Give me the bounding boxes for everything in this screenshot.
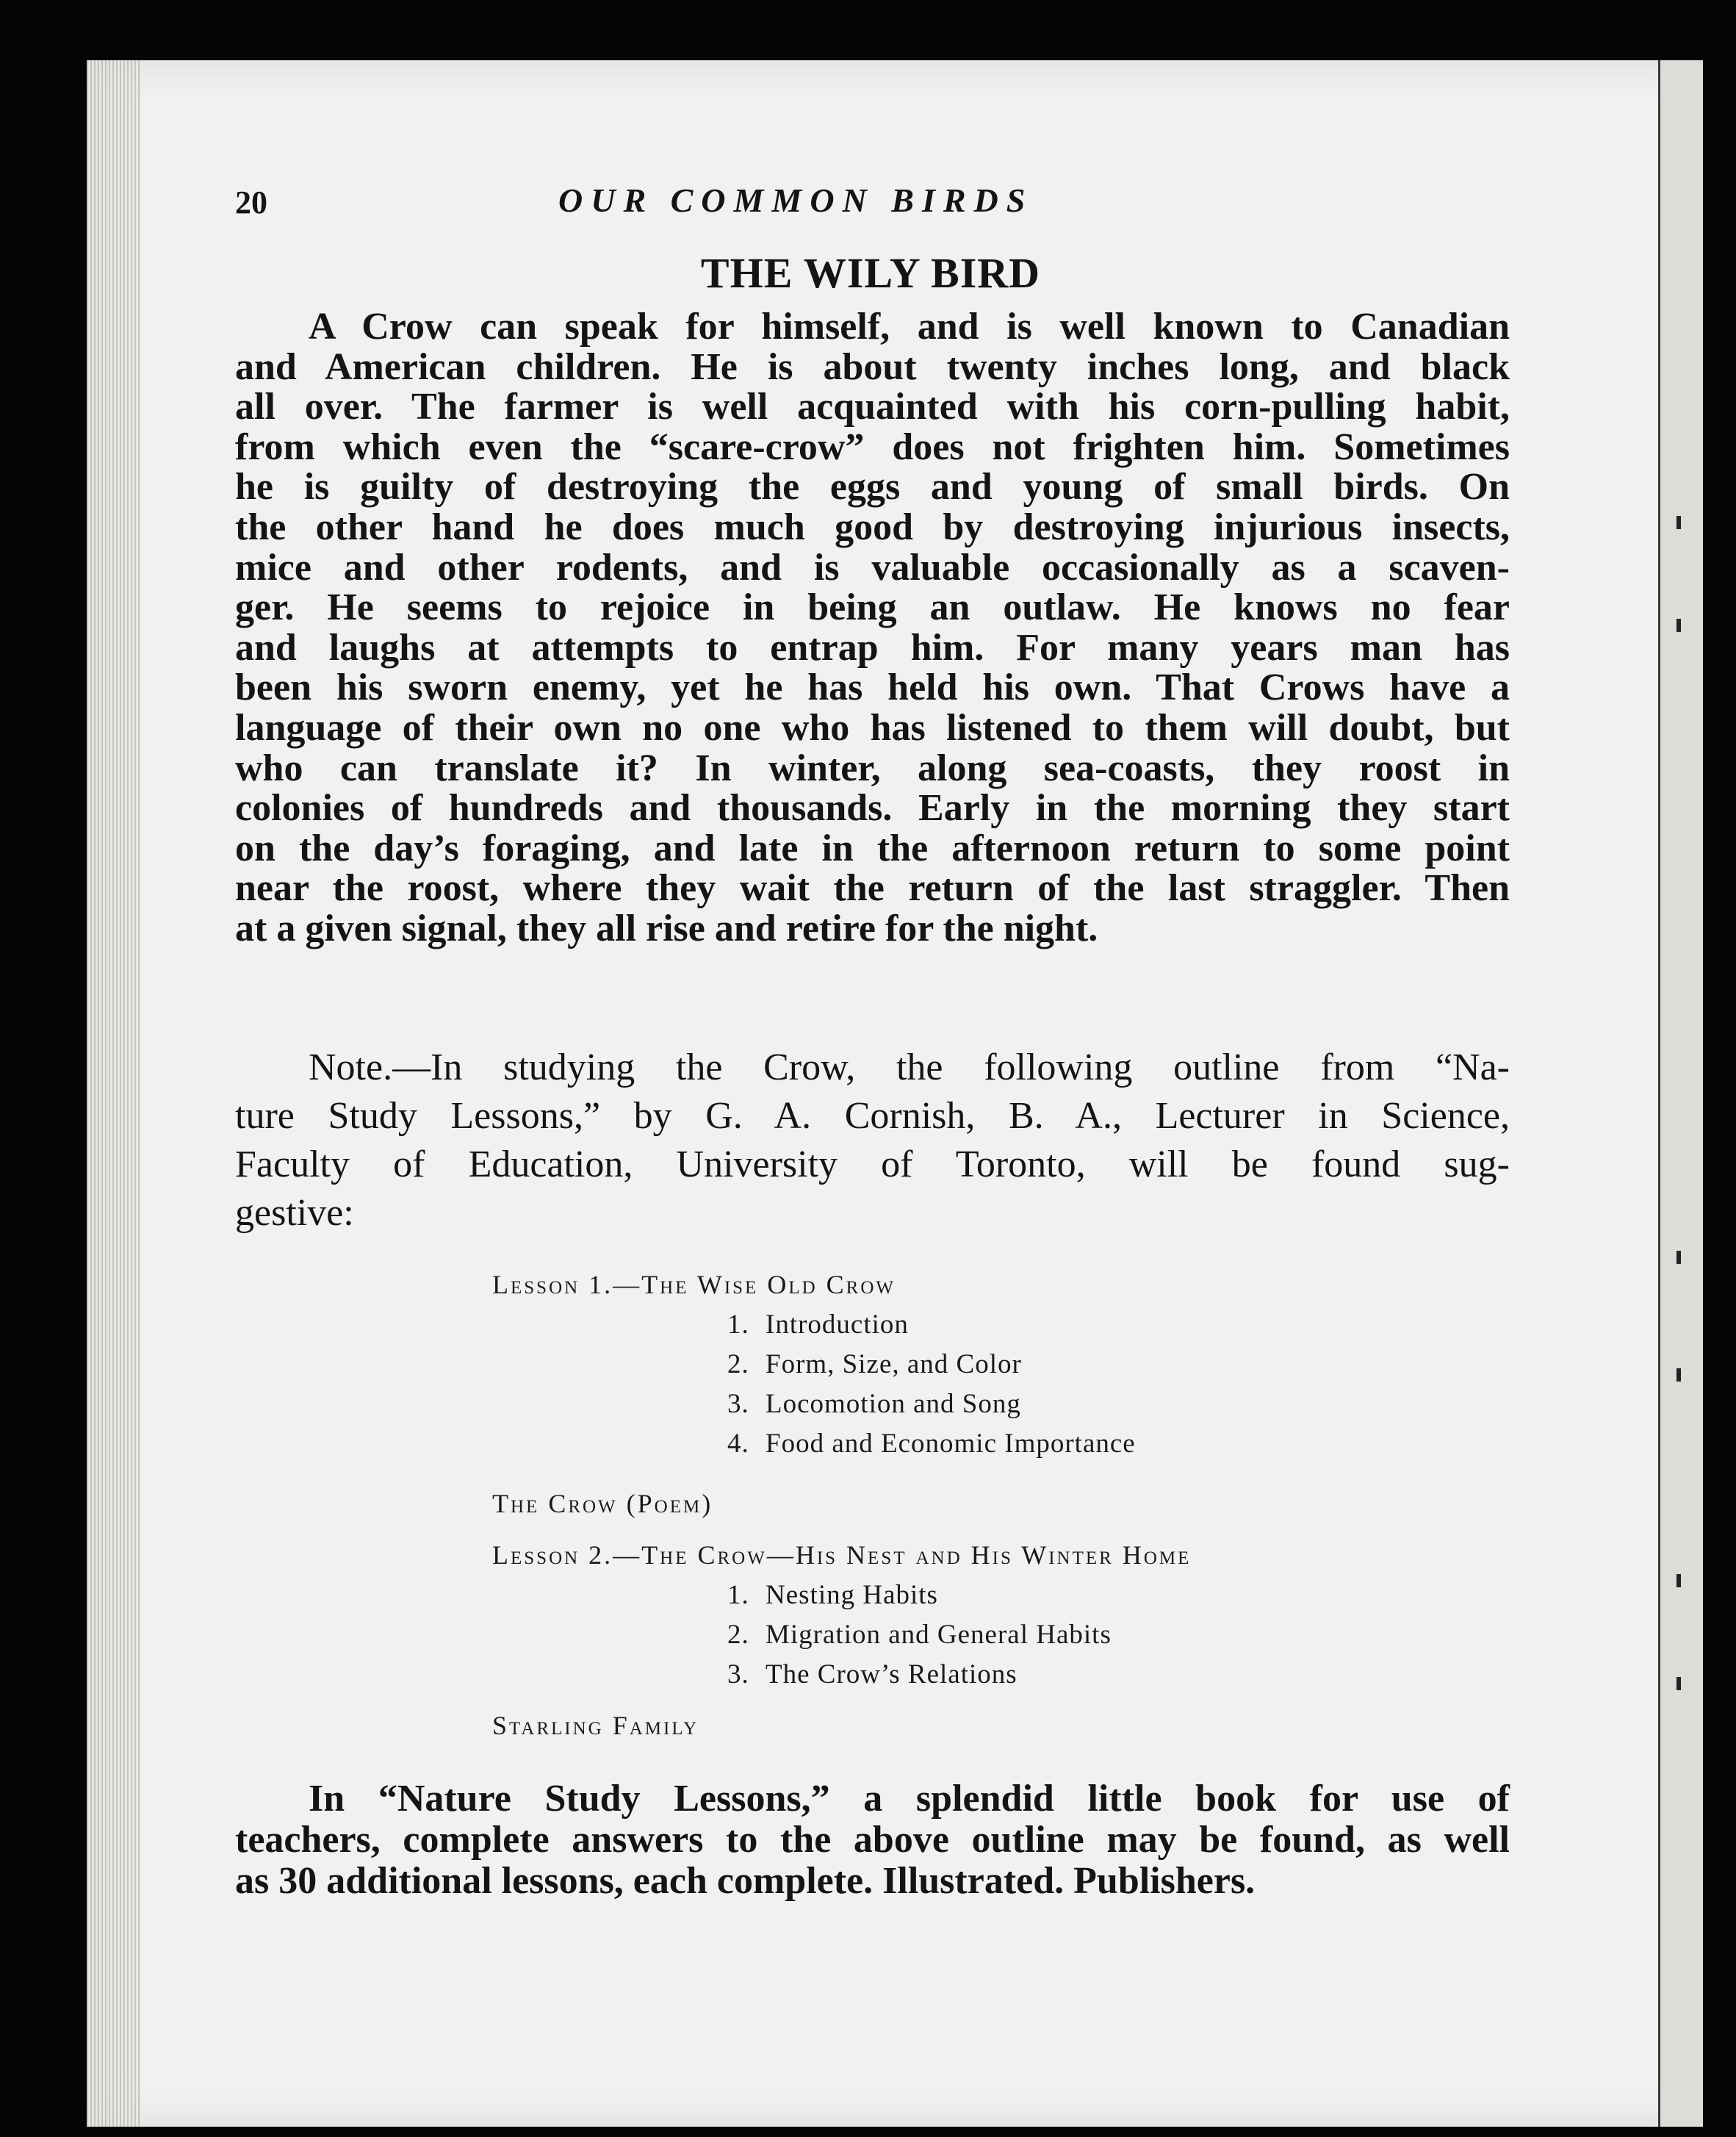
lesson-heading: Lesson 1.—The Wise Old Crow	[492, 1270, 896, 1299]
text-line: the other hand he does much good by destroying injurious insects,	[235, 506, 1510, 548]
edge-mark	[1676, 1251, 1681, 1264]
lesson-items	[727, 1576, 1506, 1695]
text-line: colonies of hundreds and thousands. Early in the morning they start	[235, 787, 1510, 830]
item-number: 4.	[727, 1429, 749, 1459]
list-item	[727, 1424, 1506, 1464]
lesson-outline	[492, 1264, 1506, 1746]
text-line: ger. He seems to rejoice in being an outlaw. He knows no fear	[235, 586, 1510, 629]
item-number: 3.	[727, 1659, 749, 1689]
text-line: at a given signal, they all rise and retire for the night.	[235, 907, 1098, 949]
text-line: Note.—In studying the Crow, the following outline from “Na-	[309, 1046, 1510, 1088]
item-text: Introduction	[766, 1310, 909, 1340]
edge-mark	[1676, 1677, 1681, 1690]
family-heading: Starling Family	[492, 1711, 699, 1740]
edge-mark	[1676, 516, 1681, 529]
closing-paragraph	[235, 1778, 1510, 1902]
item-text: Nesting Habits	[766, 1580, 938, 1610]
list-item	[727, 1655, 1506, 1695]
text-line: and American children. He is about twenty inches long, and black	[235, 345, 1510, 388]
item-text: Locomotion and Song	[766, 1389, 1021, 1419]
list-item	[727, 1615, 1506, 1655]
text-line: as 30 additional lessons, each complete. Illustrated. Publishers.	[235, 1860, 1256, 1902]
item-number: 1.	[727, 1310, 749, 1340]
text-line: language of their own no one who has listened to them will doubt, but	[235, 706, 1510, 749]
lesson-items	[727, 1305, 1506, 1464]
text-line: Faculty of Education, University of Toronto, will be found sug-	[235, 1143, 1510, 1185]
text-line: been his sworn enemy, yet he has held his own. That Crows have a	[235, 667, 1510, 709]
item-text: Migration and General Habits	[766, 1620, 1112, 1650]
list-item	[727, 1305, 1506, 1345]
text-line: all over. The farmer is well acquainted with his corn-pulling habit,	[235, 386, 1510, 428]
text-line: A Crow can speak for himself, and is well known to Canadian	[309, 306, 1510, 348]
text-line: ture Study Lessons,” by G. A. Cornish, B. A., Lecturer in Science,	[235, 1095, 1510, 1137]
poem-heading: The Crow (Poem)	[492, 1489, 713, 1518]
text-line: and laughs at attempts to entrap him. For many years man has	[235, 626, 1510, 669]
text-line: In “Nature Study Lessons,” a splendid little book for use of	[309, 1778, 1510, 1820]
main-paragraph	[235, 307, 1510, 949]
page-edge-stack	[87, 60, 141, 2127]
text-line: from which even the “scare-crow” does not frighten him. Sometimes	[235, 425, 1510, 468]
note-paragraph	[235, 1044, 1510, 1238]
text-line: he is guilty of destroying the eggs and young of small birds. On	[235, 466, 1510, 509]
list-item	[727, 1384, 1506, 1424]
edge-mark	[1676, 1574, 1681, 1587]
edge-mark	[1676, 1368, 1681, 1382]
item-text: Form, Size, and Color	[766, 1349, 1022, 1379]
item-number: 2.	[727, 1349, 749, 1379]
item-number: 2.	[727, 1620, 749, 1650]
item-number: 3.	[727, 1389, 749, 1419]
facing-page-edge	[1658, 60, 1703, 2127]
lesson-heading: Lesson 2.—The Crow—His Nest and His Winter Home	[492, 1540, 1192, 1570]
text-line: on the day’s foraging, and late in the afternoon return to some point	[235, 827, 1510, 869]
item-text: The Crow’s Relations	[766, 1659, 1018, 1689]
text-line: gestive:	[235, 1192, 354, 1234]
text-line: mice and other rodents, and is valuable occasionally as a scaven-	[235, 546, 1510, 589]
list-item	[727, 1345, 1506, 1384]
text-line: teachers, complete answers to the above outline may be found, as well	[235, 1819, 1510, 1861]
page-header	[235, 176, 1506, 235]
edge-mark	[1676, 619, 1681, 632]
item-number: 1.	[727, 1580, 749, 1610]
text-line: who can translate it? In winter, along sea-coasts, they roost in	[235, 747, 1510, 789]
section-title: THE WILY BIRD	[700, 249, 1041, 297]
page-number: 20	[235, 184, 267, 220]
list-item	[727, 1576, 1506, 1615]
item-text: Food and Economic Importance	[766, 1429, 1136, 1459]
running-head: OUR COMMON BIRDS	[558, 182, 1034, 219]
text-line: near the roost, where they wait the return of the last straggler. Then	[235, 867, 1510, 910]
